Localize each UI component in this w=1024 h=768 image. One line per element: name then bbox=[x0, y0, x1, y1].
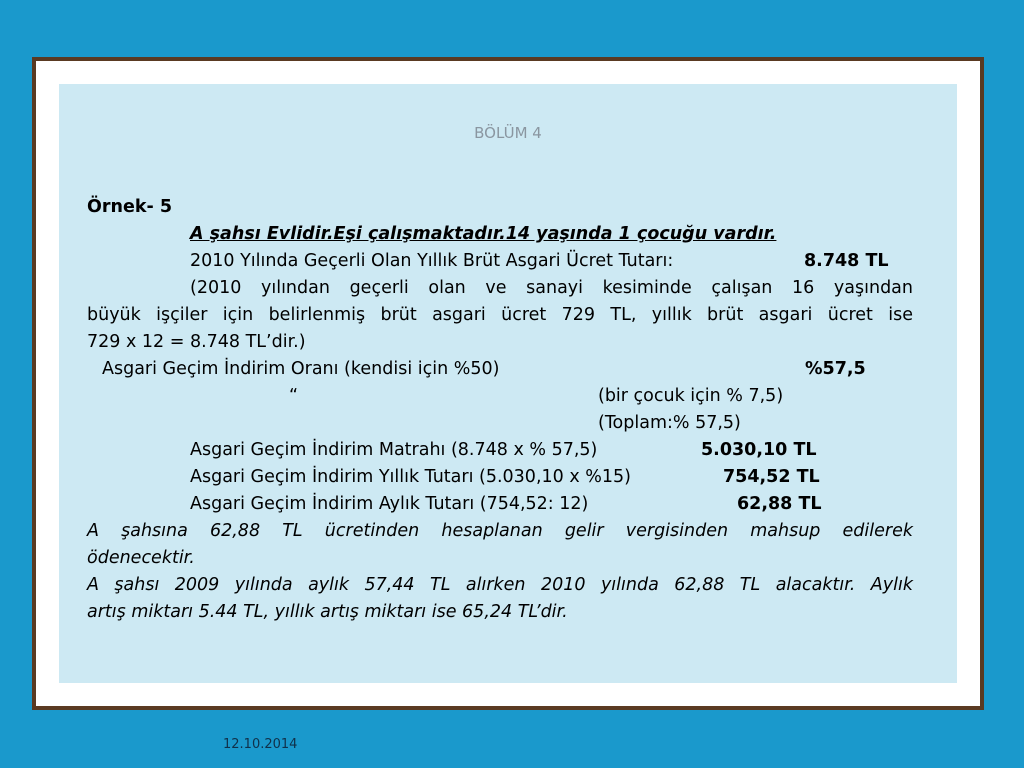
total-rate: (Toplam:% 57,5) bbox=[598, 413, 741, 433]
child-rate: (bir çocuk için % 7,5) bbox=[598, 386, 784, 406]
example-subtitle: A şahsı Evlidir.Eşi çalışmaktadır.14 yaşında 1 çocuğu vardır. bbox=[190, 224, 777, 244]
conclusion-2-line-2: artış miktarı 5.44 TL, yıllık artış miktarı ise 65,24 TL’dir. bbox=[87, 602, 568, 622]
note-line-2: büyük işçiler için belirlenmiş brüt asgari ücret 729 TL, yıllık brüt asgari ücret ise bbox=[87, 305, 913, 325]
note-line-3: 729 x 12 = 8.748 TL’dir.) bbox=[87, 332, 306, 352]
example-title: Örnek- 5 bbox=[87, 197, 173, 217]
calc-value: 754,52 TL bbox=[723, 467, 820, 487]
calc-row bbox=[87, 464, 913, 491]
ditto-mark: “ bbox=[289, 386, 299, 406]
min-wage-line bbox=[87, 248, 913, 275]
min-wage-value: 8.748 TL bbox=[804, 251, 889, 271]
calc-label: Asgari Geçim İndirim Matrahı (8.748 x % 57,5) bbox=[190, 440, 598, 460]
note-line-1: (2010 yılından geçerli olan ve sanayi kesiminde çalışan 16 yaşından bbox=[190, 278, 913, 298]
calc-row bbox=[87, 437, 913, 464]
calc-value: 5.030,10 TL bbox=[701, 440, 817, 460]
calc-value: 62,88 TL bbox=[737, 494, 822, 514]
calc-label: Asgari Geçim İndirim Yıllık Tutarı (5.030,10 x %15) bbox=[190, 467, 631, 487]
conclusion-1-line-2-row bbox=[87, 545, 913, 572]
conclusion-2-line-2-row bbox=[87, 599, 913, 626]
example-title-line bbox=[87, 194, 913, 221]
conclusion-2-line-1: A şahsı 2009 yılında aylık 57,44 TL alırken 2010 yılında 62,88 TL alacaktır. Aylık bbox=[87, 575, 913, 595]
conclusion-1-line-1: A şahsına 62,88 TL ücretinden hesaplanan gelir vergisinden mahsup edilerek bbox=[87, 521, 913, 541]
calc-label: Asgari Geçim İndirim Aylık Tutarı (754,52: 12) bbox=[190, 494, 589, 514]
rate-value: %57,5 bbox=[805, 359, 866, 379]
child-rate-line bbox=[87, 383, 913, 410]
rate-label: Asgari Geçim İndirim Oranı (kendisi için %50) bbox=[102, 359, 500, 379]
total-rate-line bbox=[87, 410, 913, 437]
calc-row bbox=[87, 491, 913, 518]
min-wage-label: 2010 Yılında Geçerli Olan Yıllık Brüt Asgari Ücret Tutarı: bbox=[190, 251, 674, 271]
slide-content bbox=[87, 194, 913, 626]
rate-line bbox=[87, 356, 913, 383]
footer-date: 12.10.2014 bbox=[223, 737, 298, 752]
subtitle-line bbox=[87, 221, 913, 248]
note-line-3-row bbox=[87, 329, 913, 356]
conclusion-1-line-2: ödenecektir. bbox=[87, 548, 195, 568]
chapter-heading: BÖLÜM 4 bbox=[474, 124, 542, 142]
